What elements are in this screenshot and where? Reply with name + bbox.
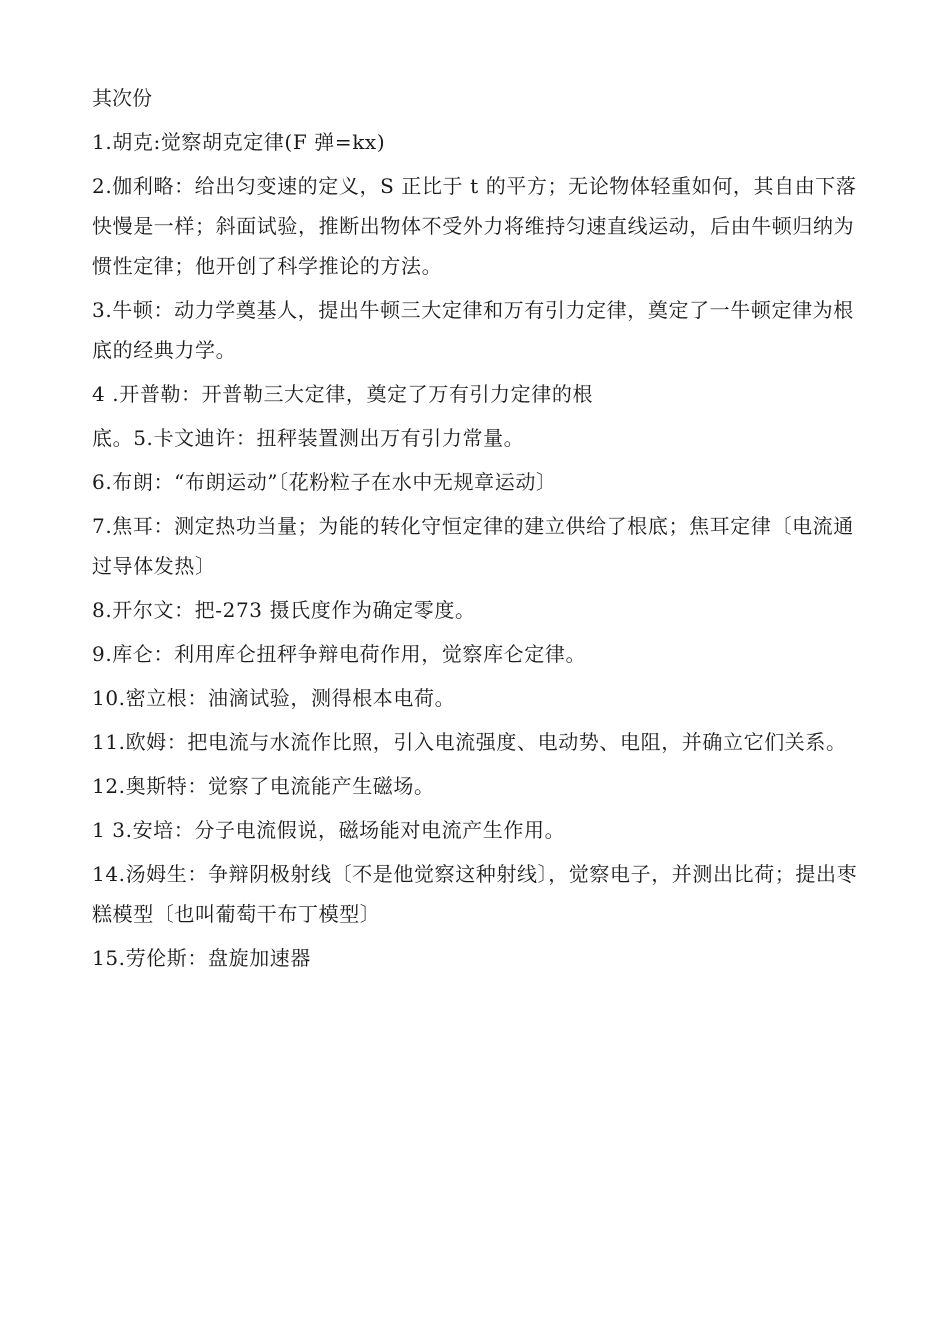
paragraph-ampere: 1 3.安培：分子电流假说，磁场能对电流产生作用。 bbox=[92, 818, 566, 842]
paragraph-thomson: 14.汤姆生：争辩阴极射线〔不是他觉察这种射线〕，觉察电子，并测出比荷；提出枣糕模型〔也叫葡萄干布丁模型〕 bbox=[92, 862, 858, 926]
paragraph-newton: 3.牛顿：动力学奠基人，提出牛顿三大定律和万有引力定律，奠定了一牛顿定律为根底的经典力学。 bbox=[92, 298, 854, 362]
section-heading: 其次份 bbox=[92, 86, 152, 110]
paragraph-coulomb: 9.库仑：利用库仑扭秤争辩电荷作用，觉察库仑定律。 bbox=[92, 642, 587, 666]
paragraph-cavendish: 底。5.卡文迪许：扭秤装置测出万有引力常量。 bbox=[92, 426, 525, 450]
paragraph-kelvin: 8.开尔文：把-273 摄氏度作为确定零度。 bbox=[92, 598, 476, 622]
paragraph-joule: 7.焦耳：测定热功当量；为能的转化守恒定律的建立供给了根底；焦耳定律〔电流通过导体发热〕 bbox=[92, 514, 854, 578]
paragraph-brown: 6.布朗：“布朗运动”〔花粉粒子在水中无规章运动〕 bbox=[92, 470, 557, 494]
document-body bbox=[92, 78, 872, 982]
paragraph-kepler: 4 .开普勒：开普勒三大定律，奠定了万有引力定律的根 bbox=[92, 382, 594, 406]
paragraph-galileo: 2.伽利略：给出匀变速的定义，S 正比于 t 的平方；无论物体轻重如何，其自由下落快慢是一样；斜面试验，推断出物体不受外力将维持匀速直线运动，后由牛顿归纳为惯性定律；他开创了科学推论的方法。 bbox=[92, 174, 857, 278]
paragraph-ohm: 11.欧姆：把电流与水流作比照，引入电流强度、电动势、电阻，并确立它们关系。 bbox=[92, 730, 847, 754]
paragraph-oersted: 12.奥斯特：觉察了电流能产生磁场。 bbox=[92, 774, 435, 798]
paragraph-lawrence: 15.劳伦斯：盘旋加速器 bbox=[92, 946, 312, 970]
paragraph-hooke: 1.胡克:觉察胡克定律(F 弹=kx) bbox=[92, 130, 386, 154]
paragraph-millikan: 10.密立根：油滴试验，测得根本电荷。 bbox=[92, 686, 456, 710]
